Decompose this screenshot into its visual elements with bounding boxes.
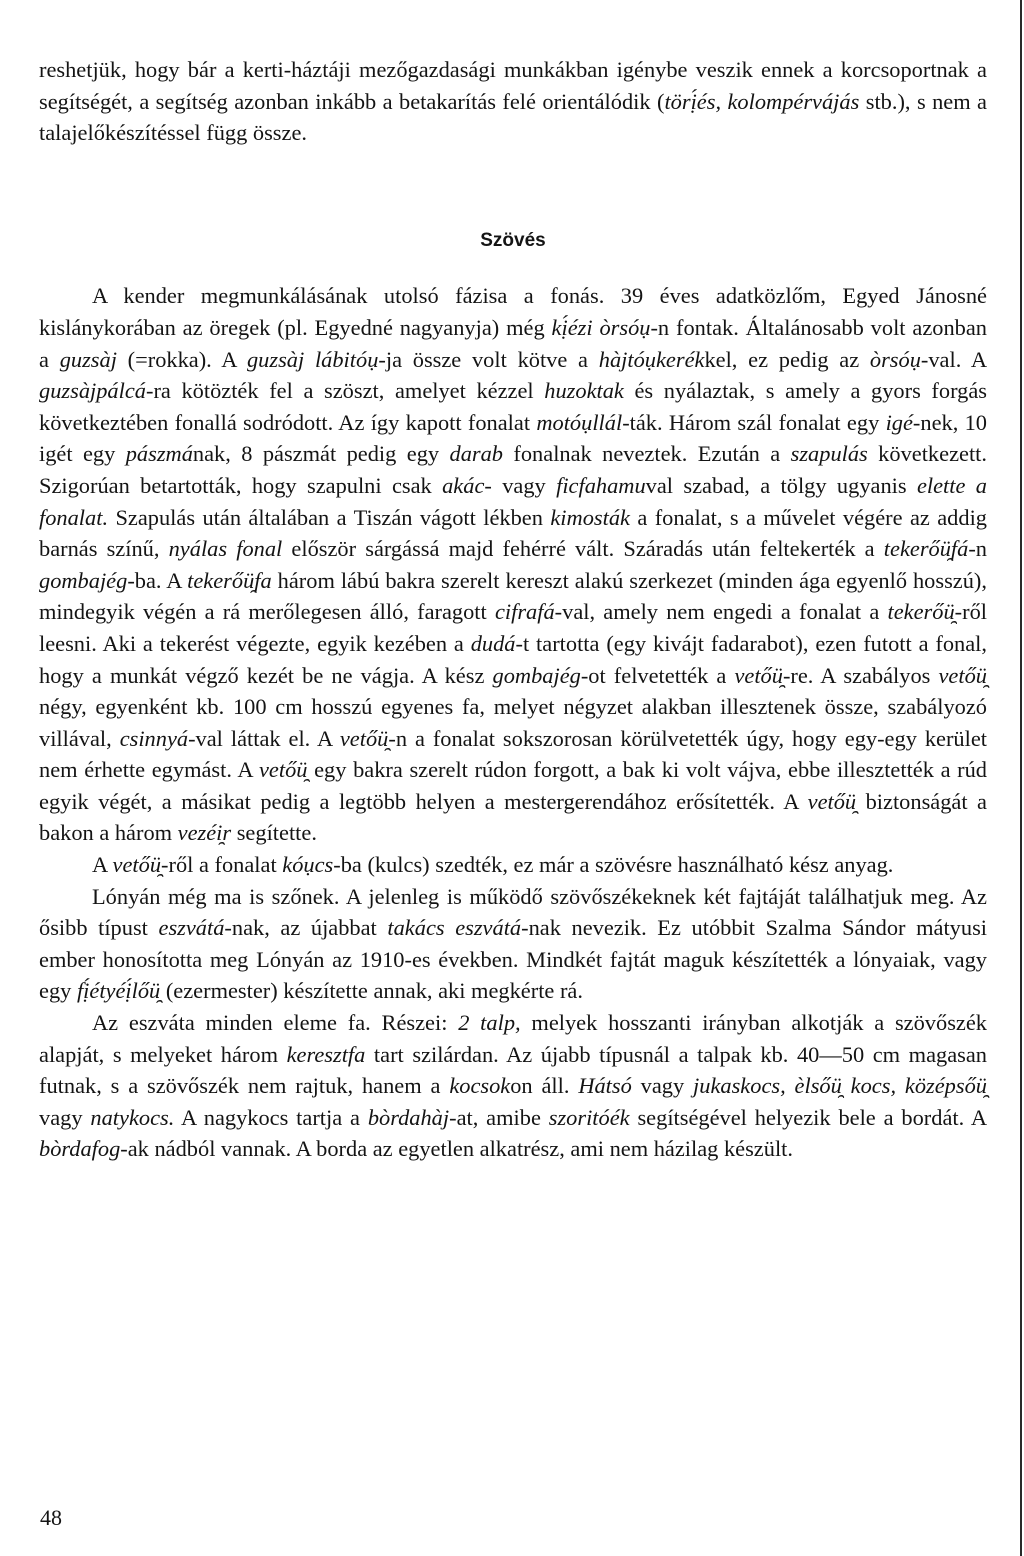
text-run: -nak nevezik. Ez utóbbit Szalma Sándor mátyusi ember honosította meg Lónyán az 1910-es években. Mindkét fajtát maguk készítették a lónyaiak, vagy egy [39,915,988,1004]
italic-term: hàjtóụkerék [598,346,705,372]
text-run: négy, egyenként kb. 100 cm hosszú egyenes fa, melyet négyzet alakban illesztenek össze, szabályozó villával, [39,694,987,751]
section-heading [39,225,987,257]
italic-term: takács eszvátá [387,915,522,941]
italic-term: guzsàj [59,346,117,372]
text-run: -ták. Három szál fonalat egy [622,409,886,435]
italic-term: pászmá [125,441,193,467]
text-run: val szabad, a tölgy ugyanis [645,472,917,498]
italic-term: igé [885,409,913,435]
italic-term: 2 talp, [458,1010,521,1036]
text-run: -val. A [920,346,987,372]
italic-term: jukaskocs, èlsőü̯ kocs, középsőü̯ [693,1073,987,1099]
paragraph-key [39,849,987,881]
text-run: Szapulás után általában a Tiszán vágott lékben [108,504,551,530]
italic-term: darab [449,441,503,467]
italic-term: tekerőü̯fa [187,567,272,593]
italic-term: törị́és, kolompérvájás [664,88,860,114]
italic-term: eszvátá [158,915,225,941]
text-run: -n fontak. Általánosabb volt azonban a [39,314,987,372]
italic-term: huzoktak [544,378,624,404]
page-number: 48 [40,1505,62,1530]
text-run: -ről a fonalat [161,852,283,878]
italic-term: ficfahamu [556,472,646,498]
text-run: tart szilárdan. Az újabb típusnál a talpak kb. 40—50 cm magasan futnak, s a szövőszék nem rajtuk, hanem a [39,1041,987,1099]
text-run: -ről leesni. Aki a tekerést végezte, egyik kezében a [39,599,987,656]
text-run: -t tartotta (egy kivájt fadarabot), ezen futott a fonal, hogy a munkát végző kezét be ne vágja. A kész [39,630,988,688]
text-run: következett. Szigorúan betartották, hogy szapulni csak [39,441,987,498]
italic-term: natykocs. [90,1104,175,1130]
text-run: és nyálaztak, s amely a gyors forgás következtében fonallá sodródott. Az így kapott fonalat [39,378,987,435]
text-run: stb.), s nem a talajelőkészítéssel függ össze. [39,88,987,146]
italic-term: keresztfa [286,1041,366,1067]
text-run: -ja össze volt kötve a [378,346,599,372]
italic-term: bòrdahàj [367,1104,450,1130]
italic-term: csinnyá [119,725,189,751]
paragraph-loom-parts [39,1007,987,1165]
text-run: -at, amibe [449,1104,549,1130]
italic-term: bòrdafog [39,1136,121,1162]
italic-term: òrsóụ [869,346,921,372]
italic-term: szoritóék [548,1104,630,1130]
text-run: -n a fonalat sokszorosan körülvetették úgy, hogy egy-egy kerület nem érhette egymást. A [39,725,987,783]
text-run: vagy [631,1073,694,1099]
text-run: -ak nádból vannak. A borda az egyetlen alkatrész, ami nem házilag készült. [120,1136,793,1162]
italic-term: vetőü̯ [938,662,987,688]
text-run: vagy [491,472,557,498]
text-run: melyek hosszanti irányban alkotják a szövőszék alapját, s melyeket három [39,1010,987,1067]
italic-term: vetőü̯ [339,725,389,751]
page-edge-line [1020,0,1022,1556]
italic-term: tekerőü̯ [887,599,955,625]
text-run: biztonságát a bakon a három [39,788,987,846]
text-run: on áll. [510,1073,579,1099]
italic-term: guzsàj lábitóụ [246,346,379,372]
italic-term: elette a fonalat. [39,472,987,530]
text-run: -ba (kulcs) szedték, ez már a szövésre használható kész anyag. [333,852,894,878]
italic-term: motóụllál [536,409,623,435]
italic-term: kocsok [449,1073,511,1099]
document-page [39,54,987,1165]
text-run: -ra kötözték fel a szöszt, amelyet kézzel [145,378,545,404]
paragraph-loom-types [39,881,987,1007]
paragraph-spinning [39,280,987,849]
text-run: segítette. [231,820,317,846]
text-run: három lábú bakra szerelt kereszt alakú szerkezet (minden ága egyenlő hosszú), mindegyik végén a rá merőlegesen álló, faragott [39,567,987,625]
text-run: Az eszváta minden eleme fa. Részei: [92,1010,459,1036]
text-run: (=rokka). A [116,346,247,372]
text-run: segítségével helyezik bele a bordát. A [629,1104,987,1130]
italic-term: cifrafá [494,599,555,625]
text-run: először sárgássá majd fehérré vált. Száradás után feltekerték a [282,536,884,562]
text-run: -ot felvetették a [580,662,735,688]
italic-term: vetőü̯ [112,852,162,878]
italic-term: vetőü̯ [734,662,783,688]
text-run: -nak, az újabbat [224,915,388,941]
text-run: (ezermester) készítette annak, aki megkérte rá. [160,978,583,1004]
italic-term: gombajég [492,662,581,688]
paragraph-intro [39,54,987,149]
italic-term: kóụcs [282,852,334,878]
text-run: -nek, 10 igét egy [39,409,987,467]
italic-term: Hátsó [578,1073,632,1099]
text-run: -n [968,536,987,562]
text-run: reshetjük, hogy bár a kerti-háztáji mezőgazdasági munkákban igénybe veszik ennek a korcsoportnak a segítségét, a segítség azonban inkább a betakarítás felé orientálódik ( [39,57,987,114]
text-run: vagy [39,1104,91,1130]
italic-term: kị́ézi òrsóụ [551,314,651,340]
text-run: egy bakra szerelt rúdon forgott, a bak ki volt vájva, ebbe illesztették a rúd egyik végét, a másikat pedig a legtöbb helyen a mestergerendához erősítették. A [39,757,988,814]
italic-term: akác- [442,472,492,498]
text-run: A nagykocs tartja a [174,1104,368,1130]
text-run: a fonalat, s a művelet végére az addig barnás színű, [39,504,987,562]
italic-term: dudá [470,630,516,656]
text-run: A [92,852,113,878]
text-run: kel, ez pedig az [704,346,870,372]
italic-term: szapulás [790,441,868,467]
italic-term: kimosták [550,504,630,530]
italic-term: fị́étyéị́lőü̯ [76,978,161,1004]
text-run: A kender megmunkálásának utolsó fázisa a fonás. 39 éves adatközlőm, Egyed Jánosné kislánykorában az öregek (pl. Egyedné nagyanyja) még [39,283,987,340]
italic-term: vezéi̯r [177,820,232,846]
text-run: nak, 8 pászmát pedig egy [192,441,450,467]
italic-term: vetőü̯ [807,788,857,814]
italic-term: gombajég [39,567,128,593]
italic-term: nyálas fonal [168,536,283,562]
text-run: -val, amely nem engedi a fonalat a [554,599,888,625]
italic-term: vetőü̯ [258,757,308,783]
italic-term: tekerőü̯fá [883,536,969,562]
text-run: Szövés [480,229,546,251]
text-run: -val láttak el. A [188,725,340,751]
text-run: -ba. A [127,567,188,593]
text-run: Lónyán még ma is szőnek. A jelenleg is működő szövőszékeknek két fajtáját találhatjuk meg. Az ősibb típust [39,883,987,941]
italic-term: guzsàjpálcá [39,378,146,404]
text-run: fonalnak neveztek. Ezután a [503,441,791,467]
text-run: -re. A szabályos [782,662,939,688]
